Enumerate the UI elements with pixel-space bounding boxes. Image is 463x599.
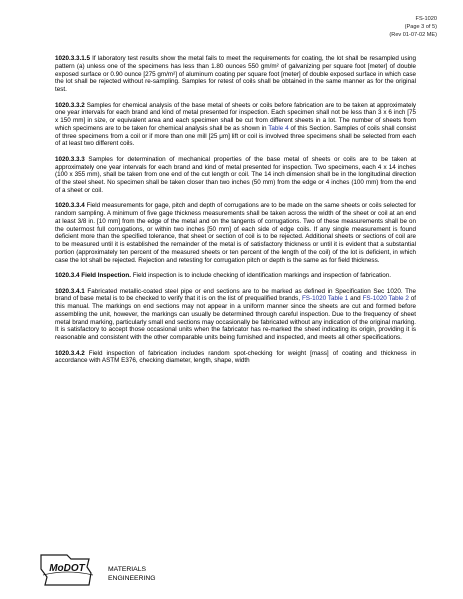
section-number: 1020.3.3.4	[55, 202, 85, 210]
fs-1020-table-2-link[interactable]: FS-1020 Table 2	[362, 295, 409, 303]
section-number: 1020.3.4	[55, 272, 80, 279]
modot-logo	[37, 547, 101, 591]
paragraph-text: and	[350, 295, 361, 303]
section-number: 1020.3.3.2	[55, 101, 85, 109]
paragraph-text: If laboratory test results show the metal fails to meet the requirements for coating, the lot shall be resampled using pattern (a) unless one of the specimens has less than 1.80 ounces 550 gm/m² of galvanizing per square foot [meter] of double exposed surface or 0.90 ounce [275 gm/m²] of aluminum coating per square foot [meter] of double exposed surface in which case the lot shall be rejected without re-sampling. Samples for retest of coils shall be obtained in the same manner as for the original test.	[55, 55, 417, 93]
fs-1020-table-1-link[interactable]: FS-1020 Table 1	[301, 295, 349, 303]
paragraph-1020-3-4-2	[55, 350, 416, 366]
footer-line-1: MATERIALS	[108, 566, 147, 573]
section-number: 1020.3.3.1.5	[55, 55, 91, 62]
paragraph-text: Field inspection of fabrication includes random spot-checking for weight [mass] of coating and thickness in accordance with ASTM E376, checking diameter, length, shape, width	[55, 349, 416, 365]
department-name	[108, 566, 156, 583]
section-number: 1020.3.4.1	[55, 287, 85, 295]
section-title: Field Inspection.	[81, 272, 131, 279]
document-body	[55, 55, 416, 373]
paragraph-1020-3-3-4	[55, 202, 416, 264]
paragraph-1020-3-3-2	[55, 102, 416, 149]
paragraph-text: of this Section. Samples of coils shall consist of three specimens from a coil or if more than one mill [25 μm] lift or coil is involved three specimens shall be selected from each of at least two different coils.	[55, 124, 417, 148]
paragraph-text: Samples for chemical analysis of the base metal of sheets or coils before fabrication are to be taken at approximately one year intervals for each brand and kind of metal presented for inspection. Each specimen shall not be less than 3 x 6 inch [75 x 150 mm] in size, or equivalent area and each specimen shall be cut from different sheets in a lot. The number of sheets from which specimens are to be taken for chemical analysis shall be as shown in	[55, 101, 417, 132]
revision: (Rev 01-07-02 ME)	[389, 32, 437, 38]
paragraph-text: Field measurements for gage, pitch and depth of corrugations are to be made on the same sheets or coils selected for random sampling. A minimum of five gage thickness measurements shall be taken across the width of the sheet or coil at an end at least 3/8 in. [10 mm] from the edge of the metal and on the tangents of corrugations. Two of these measurements shall be on the outermost full corrugations, or within two inches [50 mm] of each side of edge coils. If any single measurement is found deficient more than the specified tolerance, that sheet or section of coil is to be rejected. Additional sheets or sections of coil are to be measured until it is established the remainder of the metal is of satisfactory thickness or until it is evident that a substantial portion (approximately ten percent of the measured sheets or ten percent of the length of the coil) of the lot is deficient, in which case the lot shall be rejected. Rejection and retesting for corrugation pitch or depth is the same as for field thickness.	[55, 202, 417, 264]
section-number: 1020.3.3.3	[55, 155, 85, 163]
paragraph-1020-3-3-1-5	[55, 55, 416, 94]
paragraph-text: Samples for determination of mechanical properties of the base metal of sheets or coils are to be taken at approximately one year intervals for each brand and kind of metal presented for inspection. Two specimens, each 4 x 14 inches (100 x 355 mm), shall be taken from one end of the cut length or coil. The 14 inch dimension shall be in the longitudinal direction of the steel sheet. No specimen shall be taken closer than two inches (50 mm) from the edge or 4 inches (100 mm) from the end of a sheet or coil.	[55, 155, 416, 194]
paragraph-1020-3-4	[55, 272, 416, 280]
logo-text: MoDOT	[49, 563, 85, 574]
footer-line-2: ENGINEERING	[108, 574, 156, 582]
page-footer	[37, 547, 237, 591]
paragraph-text: of this manual. The markings on end sections may not appear in a uniform manner since the sheets are cut and formed before assembling the unit, however, the markings can usually be determined through careful inspection. Due to the frequency of sheet metal brand marking, particularly small end sections may occasionally be fabricated without any indication of the original marking. It is satisfactory to accept those occasional units when the fabricator has re-marked the sheet indicating its origin, providing it is reasonable and consistent with the other comparable units being furnished and inspected, and meets all other specifications.	[55, 295, 417, 341]
paragraph-1020-3-3-3	[55, 156, 416, 195]
paragraph-text: Field inspection is to include checking of identification markings and inspection of fabrication.	[132, 272, 392, 279]
section-number: 1020.3.4.2	[55, 349, 85, 357]
page-number: (Page 3 of 5)	[404, 24, 437, 30]
table-4-link[interactable]: Table 4	[268, 124, 289, 132]
paragraph-1020-3-4-1	[55, 288, 416, 342]
page-header	[389, 15, 437, 39]
doc-id: FS-1020	[415, 16, 437, 22]
paragraph-text: Fabricated metallic-coated steel pipe or end sections are to be marked as defined in Specification Sec 1020. The brand of base metal is to be checked to verify that it is on the list of prequalified brands,	[55, 287, 416, 303]
